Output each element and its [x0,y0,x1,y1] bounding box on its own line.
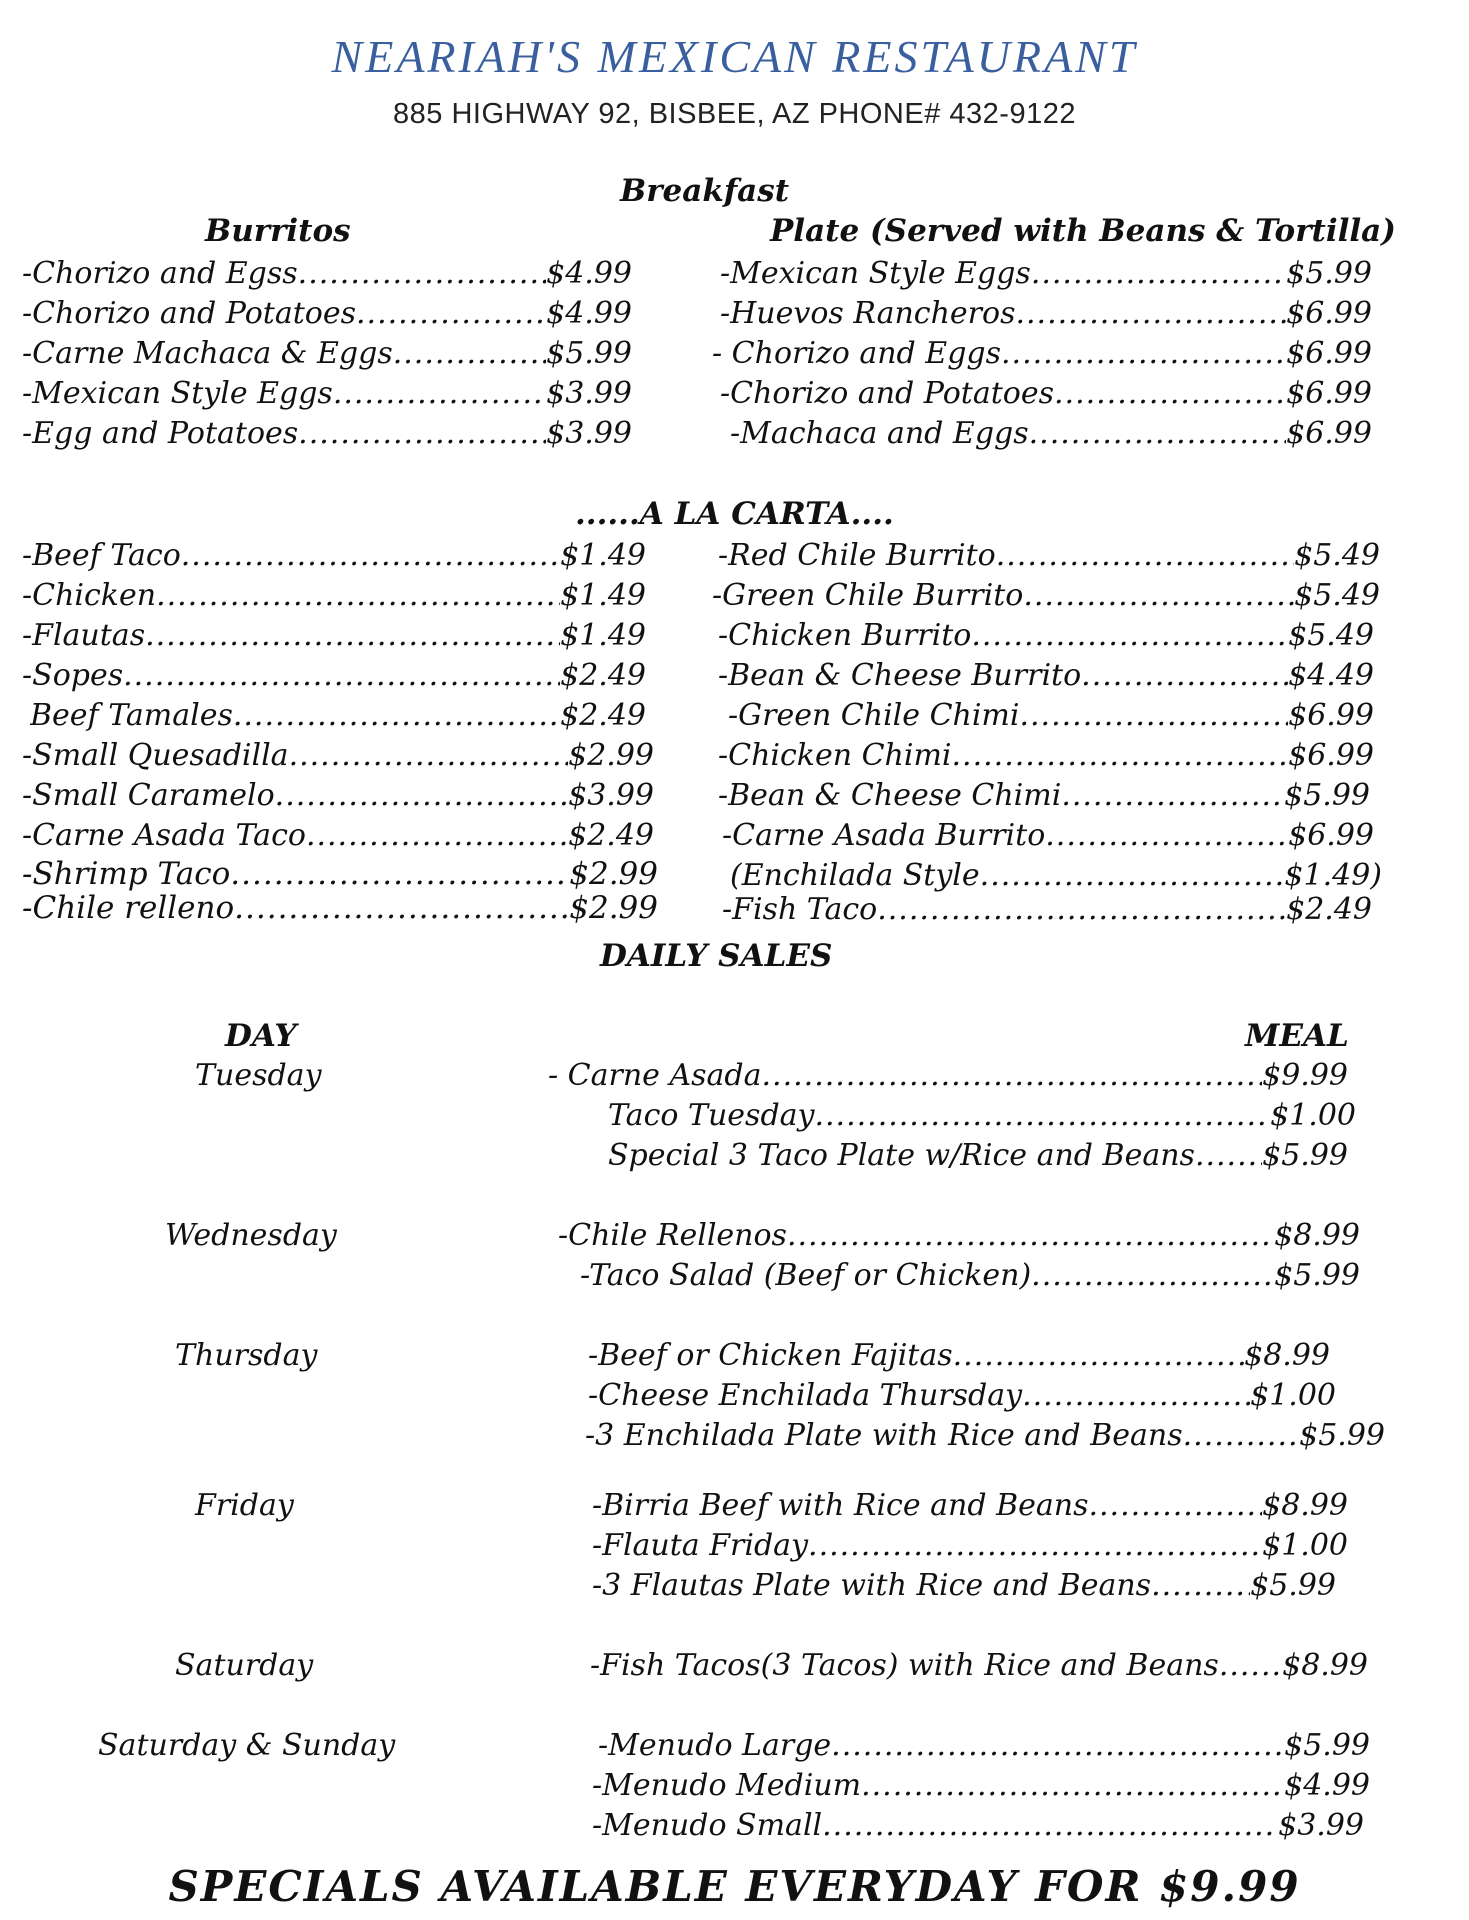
menu-item [722,892,1372,927]
day-label: Friday [195,1488,294,1523]
item-price: $5.49 [1294,578,1380,613]
plate-heading: Plate (Served with Beans & Tortilla) [770,213,1396,249]
item-price: $5.99 [1250,1568,1336,1603]
item-name: -Small Caramelo [22,778,275,813]
daily-item [588,1338,1330,1373]
menu-item [712,336,1372,371]
item-price: $3.99 [546,376,632,411]
item-price: $1.49 [560,578,646,613]
item-price: $5.99 [1284,1728,1370,1763]
daily-item [588,1378,1336,1413]
item-price: $6.99 [1288,698,1374,733]
day-label: Thursday [175,1338,318,1373]
menu-item [730,416,1372,451]
item-name: -Small Quesadilla [22,738,289,773]
item-name: -Carne Machaca & Eggs [22,336,393,371]
menu-item [22,416,632,451]
item-price: $1.49 [560,538,646,573]
daily-item [558,1218,1360,1253]
menu-item [720,296,1372,331]
item-price: $5.99 [1274,1258,1360,1293]
item-price: $4.99 [546,296,632,331]
item-price: $1.00 [1250,1378,1336,1413]
daily-item [548,1058,1348,1093]
item-price: $6.99 [1286,376,1372,411]
item-price: $6.99 [1288,738,1374,773]
item-name: (Enchilada Style [730,858,980,893]
item-price: $5.99 [1284,778,1370,813]
menu-item [22,618,646,653]
daily-item [608,1098,1356,1133]
item-name: -Chorizo and Potatoes [720,376,1054,411]
item-price: $5.99 [1262,1138,1348,1173]
item-name: -Chicken Chimi [718,738,952,773]
menu-item [722,818,1374,853]
item-name: -Chile relleno [22,890,235,926]
item-price: $2.99 [569,856,658,892]
menu-item [22,818,654,853]
item-price: $3.99 [1278,1808,1364,1843]
item-price: $3.99 [568,778,654,813]
menu-item [718,618,1374,653]
menu-item [728,698,1374,733]
item-price: $6.99 [1286,336,1372,371]
daily-item [598,1728,1370,1763]
menu-item [720,256,1372,291]
item-price: $1.00 [1262,1528,1348,1563]
menu-item [22,738,654,773]
day-label: Wednesday [165,1218,337,1253]
item-price: $1.49) [1284,858,1382,893]
restaurant-title: NEARIAH'S MEXICAN RESTAURANT [331,31,1138,82]
item-price: $6.99 [1286,296,1372,331]
item-name: -Carne Asada Taco [22,818,306,853]
item-name: -Taco Salad (Beef or Chicken) [580,1258,1032,1293]
item-price: $4.99 [546,256,632,291]
item-price: $5.99 [546,336,632,371]
menu-item [718,538,1380,573]
day-label: Tuesday [195,1058,322,1093]
item-name: -Bean & Cheese Burrito [718,658,1082,693]
menu-item [718,658,1374,693]
item-price: $5.99 [1286,256,1372,291]
item-name: -3 Enchilada Plate with Rice and Beans [585,1418,1183,1453]
menu-item [22,296,632,331]
item-price: $3.99 [546,416,632,451]
item-name: -Sopes [22,658,124,693]
item-name: -Fish Tacos(3 Tacos) with Rice and Beans [590,1648,1219,1683]
menu-item [22,856,658,892]
item-name: -Beef Taco [22,538,181,573]
a-la-carta-heading: ......A LA CARTA.... [575,496,894,532]
menu-item [22,336,632,371]
item-name: -Beef or Chicken Fajitas [588,1338,953,1373]
menu-item [712,578,1380,613]
daily-item [585,1418,1385,1453]
item-name: -Egg and Potatoes [22,416,299,451]
specials-banner: SPECIALS AVAILABLE EVERYDAY FOR $9.99 [168,1862,1301,1911]
item-price: $2.99 [569,890,658,926]
item-price: $6.99 [1288,818,1374,853]
item-name: -Chicken Burrito [718,618,972,653]
item-name: -Chorizo and Egss [22,256,298,291]
item-price: $9.99 [1262,1058,1348,1093]
item-price: $8.99 [1274,1218,1360,1253]
meal-column-label: MEAL [1245,1018,1349,1054]
item-name: -Red Chile Burrito [718,538,996,573]
item-price: $2.49 [560,698,646,733]
address-phone: 885 HIGHWAY 92, BISBEE, AZ PHONE# 432-9122 [393,98,1076,130]
item-name: -Green Chile Burrito [712,578,1024,613]
daily-item [590,1648,1368,1683]
item-name: -Huevos Rancheros [720,296,1016,331]
daily-item [580,1258,1360,1293]
daily-item [592,1488,1348,1523]
item-price: $4.99 [1284,1768,1370,1803]
menu-item [718,738,1374,773]
item-name: -Flauta Friday [592,1528,809,1563]
item-name: -Mexican Style Eggs [22,376,333,411]
item-name: -Bean & Cheese Chimi [718,778,1062,813]
item-price: $8.99 [1244,1338,1330,1373]
daily-item [592,1768,1370,1803]
item-name: -Menudo Small [592,1808,823,1843]
item-name: - Carne Asada [548,1058,762,1093]
item-name: -Chorizo and Potatoes [22,296,356,331]
item-name: -Carne Asada Burrito [722,818,1046,853]
item-price: $8.99 [1282,1648,1368,1683]
menu-item [22,538,646,573]
menu-item [22,578,646,613]
menu-item [730,858,1382,893]
item-price: $4.49 [1288,658,1374,693]
day-label: Saturday [175,1648,314,1683]
item-name: -Menudo Large [598,1728,832,1763]
menu-item [720,376,1372,411]
menu-item [718,778,1370,813]
day-label: Saturday & Sunday [98,1728,396,1763]
item-name: -Birria Beef with Rice and Beans [592,1488,1089,1523]
item-price: $5.99 [1299,1418,1385,1453]
item-price: $2.49 [568,818,654,853]
item-name: -Shrimp Taco [22,856,231,892]
item-price: $5.49 [1294,538,1380,573]
item-name: -Machaca and Eggs [730,416,1029,451]
item-name: -Cheese Enchilada Thursday [588,1378,1023,1413]
menu-item [22,890,658,926]
item-name: -Flautas [22,618,146,653]
item-price: $5.49 [1288,618,1374,653]
menu-item [22,256,632,291]
item-name: -3 Flautas Plate with Rice and Beans [592,1568,1152,1603]
menu-item [22,778,654,813]
menu-item [22,376,632,411]
item-name: -Fish Taco [722,892,878,927]
menu-item [30,698,646,733]
breakfast-heading: Breakfast [620,173,790,209]
item-name: -Mexican Style Eggs [720,256,1031,291]
daily-sales-heading: DAILY SALES [600,938,833,974]
burritos-heading: Burritos [205,213,351,249]
item-name: Special 3 Taco Plate w/Rice and Beans [608,1138,1195,1173]
item-name: -Menudo Medium [592,1768,862,1803]
item-price: $2.49 [1286,892,1372,927]
item-name: -Green Chile Chimi [728,698,1020,733]
item-name: -Chile Rellenos [558,1218,787,1253]
menu-item [22,658,646,693]
item-price: $1.00 [1270,1098,1356,1133]
daily-item [592,1808,1364,1843]
item-price: $2.99 [568,738,654,773]
item-price: $6.99 [1286,416,1372,451]
item-name: - Chorizo and Eggs [712,336,1001,371]
item-name: Taco Tuesday [608,1098,815,1133]
daily-item [592,1528,1348,1563]
daily-item [608,1138,1348,1173]
daily-item [592,1568,1336,1603]
item-price: $1.49 [560,618,646,653]
item-price: $8.99 [1262,1488,1348,1523]
day-column-label: DAY [225,1018,297,1054]
item-price: $2.49 [560,658,646,693]
item-name: -Chicken [22,578,157,613]
item-name: Beef Tamales [30,698,233,733]
